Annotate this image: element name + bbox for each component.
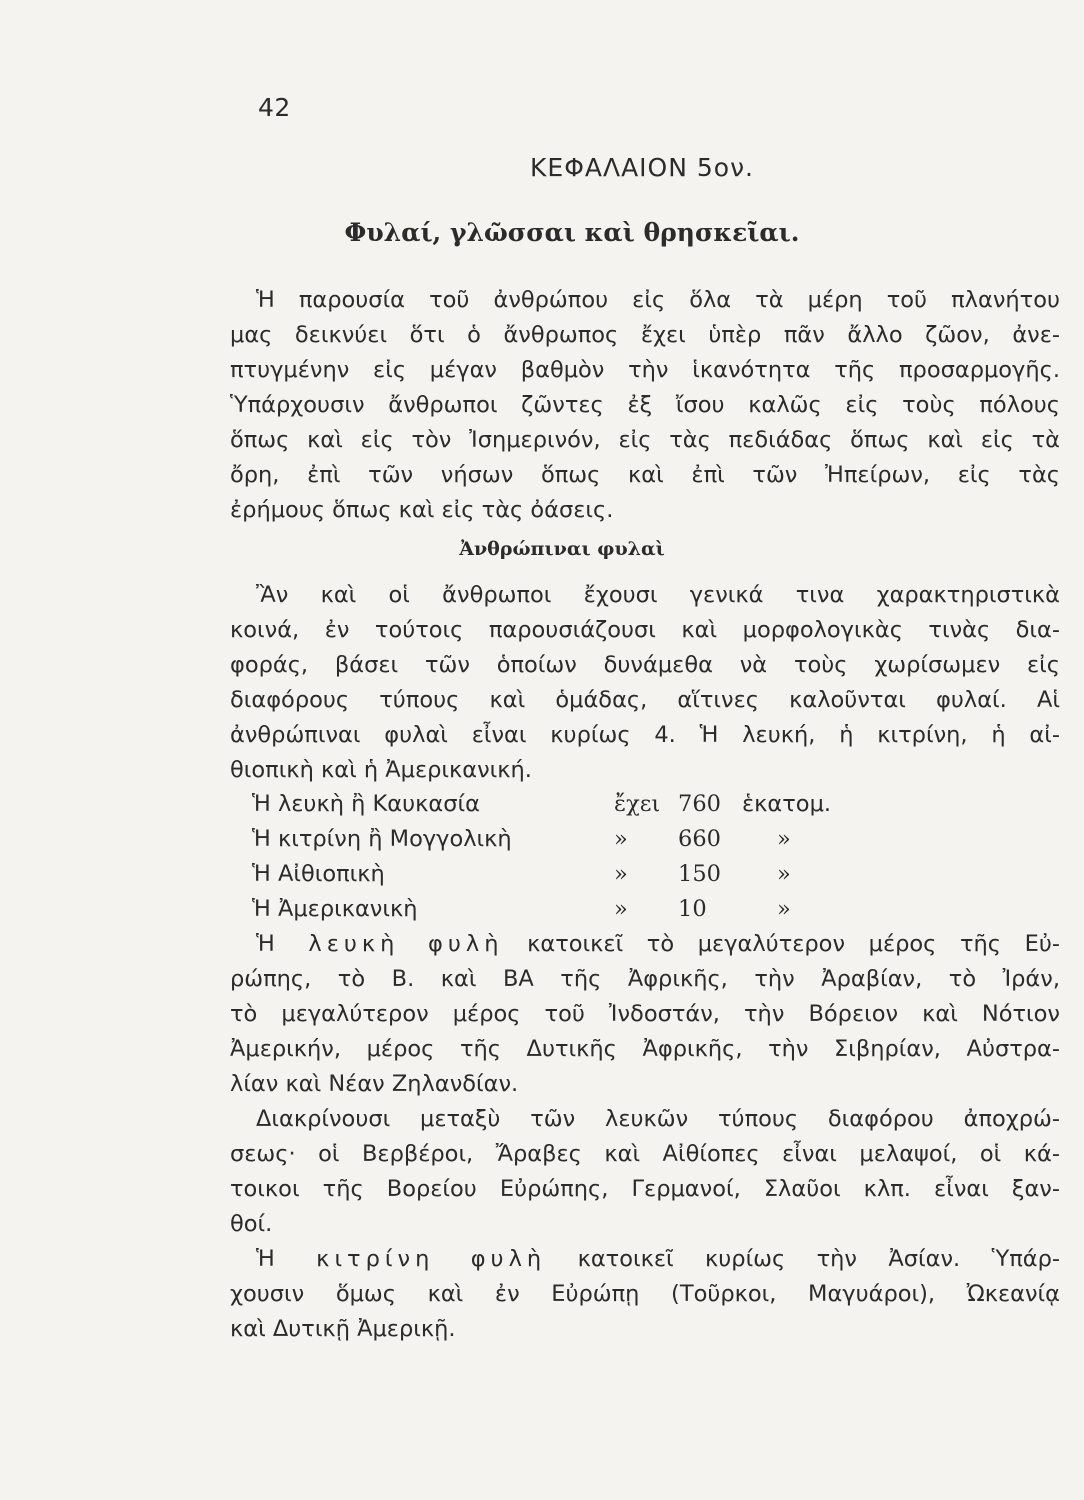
ditto-mark: » bbox=[777, 896, 791, 922]
population-value: 760 bbox=[678, 791, 721, 817]
text-line: ἐρήμους ὅπως καὶ εἰς τὰς ὀάσεις. bbox=[230, 497, 614, 523]
race-name: Ἡ κιτρίνη ἢ Μογγολικὴ bbox=[252, 826, 512, 852]
text-line: κοινά, ἐν τούτοις παρουσιάζουσι καὶ μορφολογικὰς τινὰς δια- bbox=[230, 617, 1060, 643]
text-line: διαφόρους τύπους καὶ ὁμάδας, αἵτινες καλοῦνται φυλαί. Αἱ bbox=[230, 687, 1060, 713]
race-name: Ἡ Ἀμερικανικὴ bbox=[252, 896, 418, 922]
population-unit: ἑκατομ. bbox=[742, 791, 832, 817]
text-line: ὅπως καὶ εἰς τὸν Ἰσημερινόν, εἰς τὰς πεδιάδας ὅπως καὶ εἰς τὰ bbox=[230, 427, 1060, 453]
population-table bbox=[252, 787, 952, 927]
table-row bbox=[252, 892, 952, 927]
text-fragment: κατοικεῖ κυρίως τὴν Ἀσίαν. Ὑπάρ- bbox=[577, 1246, 1060, 1272]
text-line: Διακρίνουσι μεταξὺ τῶν λευκῶν τύπους διαφόρου ἀποχρώ- bbox=[256, 1106, 1060, 1132]
chapter-heading: ΚΕΦΑΛΑΙΟΝ 5ον. bbox=[530, 153, 754, 182]
text-line: λίαν καὶ Νέαν Ζηλανδίαν. bbox=[230, 1071, 519, 1097]
white-race-paragraph bbox=[230, 927, 1060, 1102]
intro-paragraph bbox=[230, 283, 1060, 528]
table-row bbox=[252, 787, 952, 822]
ditto-mark: » bbox=[614, 861, 628, 887]
population-value: 660 bbox=[678, 826, 721, 852]
text-line: τοικοι τῆς Βορείου Εὐρώπης, Γερμανοί, Σλαῦοι κλπ. εἶναι ξαν- bbox=[230, 1176, 1060, 1202]
races-paragraph bbox=[230, 578, 1060, 788]
text-line bbox=[230, 1242, 1060, 1277]
text-line: Ἀμερικήν, μέρος τῆς Δυτικῆς Ἀφρικῆς, τὴν Σιβηρίαν, Αὐστρα- bbox=[230, 1036, 1060, 1062]
text-line: ὄρη, ἐπὶ τῶν νήσων ὅπως καὶ ἐπὶ τῶν Ἠπείρων, εἰς τὰς bbox=[230, 462, 1060, 488]
ditto-mark: » bbox=[614, 896, 628, 922]
text-line: Ὑπάρχουσιν ἄνθρωποι ζῶντες ἐξ ἴσου καλῶς εἰς τοὺς πόλους bbox=[230, 392, 1060, 418]
ditto-mark: » bbox=[777, 861, 791, 887]
population-value: 150 bbox=[678, 861, 721, 887]
text-line: καὶ Δυτικῇ Ἀμερικῇ. bbox=[230, 1316, 456, 1342]
text-line: χουσιν ὅμως καὶ ἐν Εὐρώπῃ (Τοῦρκοι, Μαγυάροι), Ὠκεανίᾳ bbox=[230, 1281, 1060, 1307]
text-fragment: κατοικεῖ τὸ μεγαλύτερον μέρος τῆς Εὐ- bbox=[527, 931, 1060, 957]
race-name: Ἡ λευκὴ ἢ Καυκασία bbox=[252, 791, 480, 817]
text-line: ρώπης, τὸ Β. καὶ ΒΑ τῆς Ἀφρικῆς, τὴν Ἀραβίαν, τὸ Ἰράν, bbox=[230, 966, 1060, 992]
text-line: ἀνθρώπιναι φυλαὶ εἶναι κυρίως 4. Ἡ λευκή, ἡ κιτρίνη, ἡ αἰ- bbox=[230, 722, 1060, 748]
text-line: μας δεικνύει ὅτι ὁ ἄνθρωπος ἔχει ὑπὲρ πᾶν ἄλλο ζῶον, ἀνε- bbox=[230, 322, 1060, 348]
section-title: Φυλαί, γλῶσσαι καὶ θρησκεῖαι. bbox=[344, 218, 800, 247]
page-number: 42 bbox=[258, 93, 291, 122]
race-name: Ἡ Αἰθιοπικὴ bbox=[252, 861, 385, 887]
text-line: θιοπικὴ καὶ ἡ Ἀμερικανική. bbox=[230, 757, 532, 783]
table-row bbox=[252, 822, 952, 857]
text-line: Ἂν καὶ οἱ ἄνθρωποι ἔχουσι γενικά τινα χαρακτηριστικὰ bbox=[256, 582, 1060, 608]
text-line: θοί. bbox=[230, 1211, 273, 1237]
shades-paragraph bbox=[230, 1102, 1060, 1242]
ditto-mark: » bbox=[614, 826, 628, 852]
spaced-term: Ἡ κιτρίνη φυλὴ bbox=[256, 1246, 547, 1272]
text-line: φοράς, βάσει τῶν ὁποίων δυνάμεθα νὰ τοὺς χωρίσωμεν εἰς bbox=[230, 652, 1060, 678]
text-line bbox=[230, 927, 1060, 962]
ditto-mark: » bbox=[777, 826, 791, 852]
spaced-term: Ἡ λευκὴ φυλὴ bbox=[256, 931, 504, 957]
subheading-human-races: Ἀνθρώπιναι φυλαὶ bbox=[459, 538, 665, 560]
text-line: Ἡ παρουσία τοῦ ἀνθρώπου εἰς ὅλα τὰ μέρη τοῦ πλανήτου bbox=[256, 287, 1060, 313]
text-line: πτυγμένην εἰς μέγαν βαθμὸν τὴν ἱκανότητα τῆς προσαρμογῆς. bbox=[230, 357, 1060, 383]
table-row bbox=[252, 857, 952, 892]
text-line: σεως· οἱ Βερβέροι, Ἄραβες καὶ Αἰθίοπες εἶναι μελαψοί, οἱ κά- bbox=[230, 1141, 1060, 1167]
verb: ἔχει bbox=[614, 791, 661, 817]
population-value: 10 bbox=[678, 896, 707, 922]
yellow-race-paragraph bbox=[230, 1242, 1060, 1347]
text-line: τὸ μεγαλύτερον μέρος τοῦ Ἰνδοστάν, τὴν Βόρειον καὶ Νότιον bbox=[230, 1001, 1060, 1027]
